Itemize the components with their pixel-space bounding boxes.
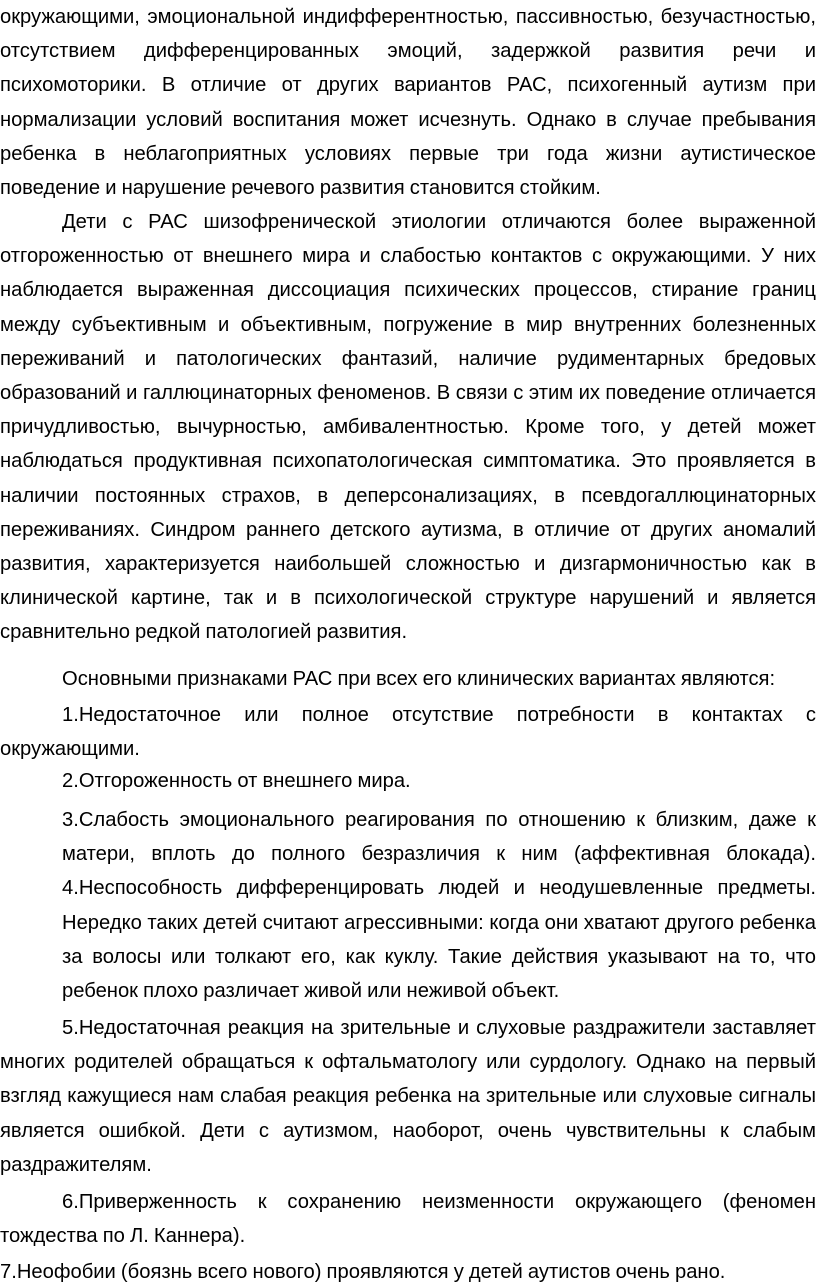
paragraph-main-signs-intro: Основными признаками РАС при всех его клинических вариантах являются:: [62, 668, 776, 690]
list-item-7: 7.Неофобии (боязнь всего нового) проявляются у детей аутистов очень рано.: [0, 1261, 726, 1283]
paragraph-schizophrenic-etiology: Дети с РАС шизофренической этиологии отличаются более выраженной отгороженностью от внешнего мира и слабостью контактов с окружающими. У них наблюдается выраженная диссоциация психических процессов, стирание границ между субъективным и объективным, погружение в мир внутренних болезненных переживаний и патологических фантазий, наличие рудиментарных бредовых образований и галлюцинаторных феноменов. В связи с этим их поведение отличается причудливостью, вычурностью, амбивалентностью. Кроме того, у детей может наблюдаться продуктивная психопатологическая симптоматика. Это проявляется в наличии постоянных страхов, в деперсонализациях, в псевдогаллюцинаторных переживаниях. Синдром раннего детского аутизма, в отличие от других аномалий развития, характеризуется наибольшей сложностью и дизгармоничностью как в клинической картине, так и в психологической структуре нарушений и является сравнительно редкой патологией развития.: [0, 211, 816, 644]
list-item-6: 6.Приверженность к сохранению неизменности окружающего (феномен тождества по Л. Каннера).: [0, 1191, 816, 1248]
paragraph-psychogenic-autism: окружающими, эмоциональной индифферентностью, пассивностью, безучастностью, отсутствием дифференцированных эмоций, задержкой развития речи и психомоторики. В отличие от других вариантов РАС, психогенный аутизм при нормализации условий воспитания может исчезнуть. Однако в случае пребывания ребенка в неблагоприятных условиях первые три года жизни аутистическое поведение и нарушение речевого развития становится стойким.: [0, 6, 816, 200]
list-item-5: 5.Недостаточная реакция на зрительные и слуховые раздражители заставляет многих родителей обращаться к офтальматологу или сурдологу. Однако на первый взгляд кажущиеся нам слабая реакция ребенка на зрительные или слуховые сигналы является ошибкой. Дети с аутизмом, наоборот, очень чувствительны к слабым раздражителям.: [0, 1017, 816, 1176]
list-item-1: 1.Недостаточное или полное отсутствие потребности в контактах с окружающими.: [0, 704, 816, 761]
list-item-2: 2.Отгороженность от внешнего мира.: [62, 770, 411, 792]
list-item-3-4: 3.Слабость эмоционального реагирования по отношению к близким, даже к матери, вплоть до полного безразличия к ним (аффективная блокада). 4.Неспособность дифференцировать людей и неодушевленные предметы. Нередко таких детей считают агрессивными: когда они хватают другого ребенка за волосы или толкают его, как куклу. Такие действия указывают на то, что ребенок плохо различает живой или неживой объект.: [62, 809, 816, 1003]
